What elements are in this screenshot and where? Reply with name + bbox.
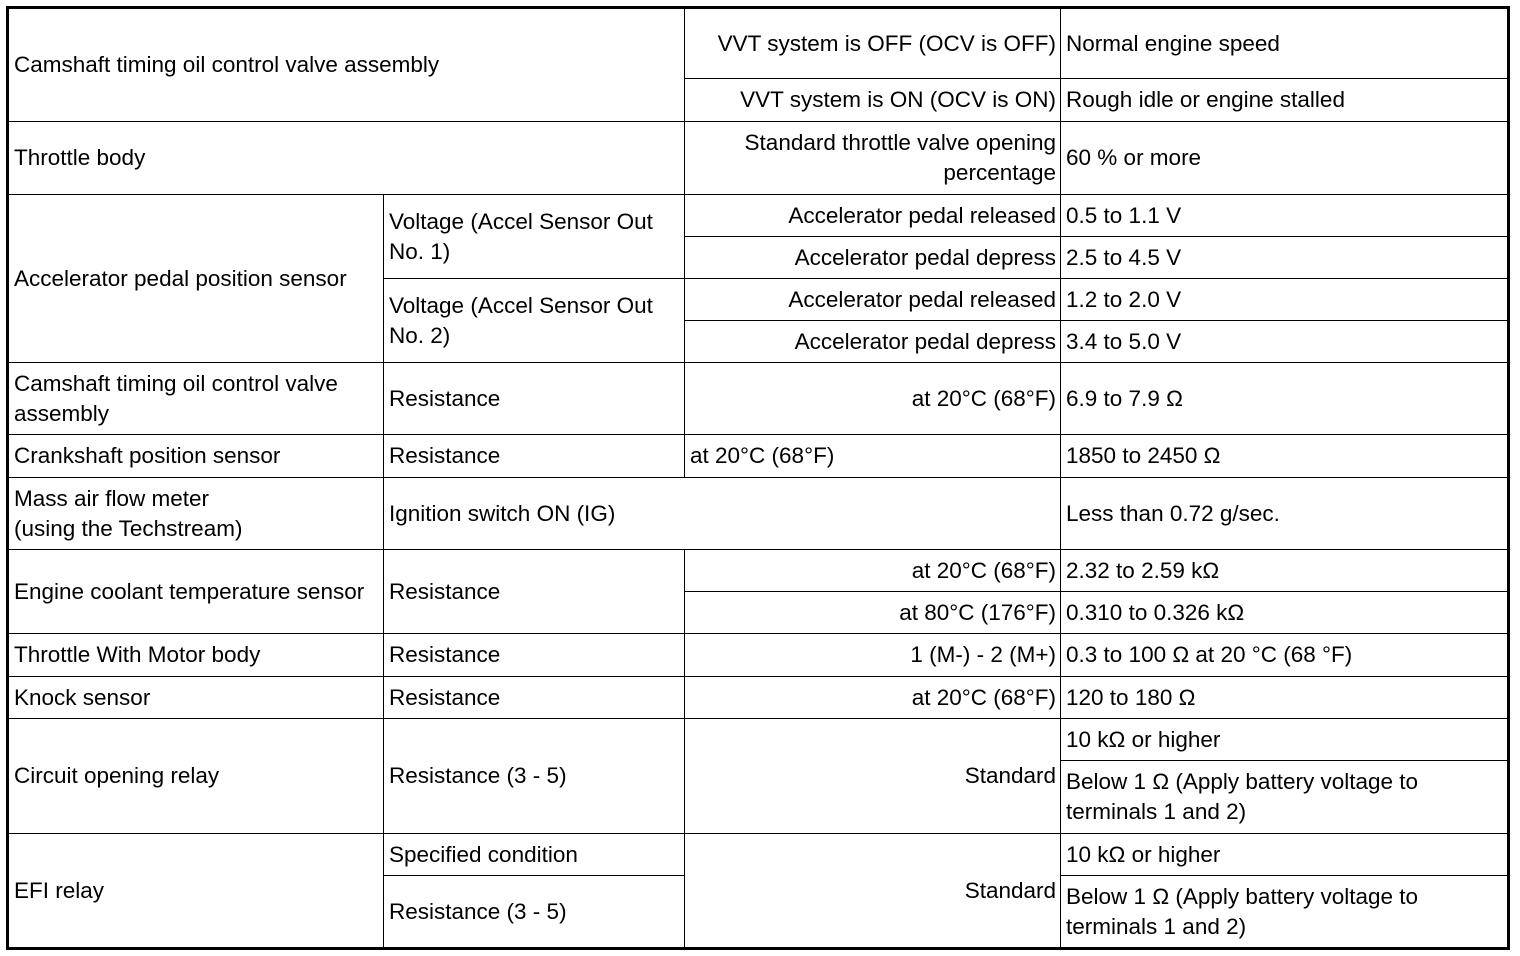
- value-cell: 0.310 to 0.326 kΩ: [1061, 592, 1509, 634]
- value-cell: 10 kΩ or higher: [1061, 834, 1509, 876]
- item-cell: Voltage (Accel Sensor Out No. 1): [384, 195, 685, 279]
- value-cell: 0.5 to 1.1 V: [1061, 195, 1509, 237]
- component-cell: Crankshaft position sensor: [8, 435, 384, 478]
- condition-cell: at 80°C (176°F): [685, 592, 1061, 634]
- condition-cell: VVT system is OFF (OCV is OFF): [685, 8, 1061, 79]
- condition-cell: Accelerator pedal depress: [685, 321, 1061, 363]
- component-cell: Knock sensor: [8, 677, 384, 719]
- table-row: [8, 677, 1509, 719]
- condition-cell: Accelerator pedal released: [685, 195, 1061, 237]
- table-row: [8, 8, 1509, 79]
- component-cell: Engine coolant temperature sensor: [8, 550, 384, 634]
- item-cell: Resistance (3 - 5): [384, 876, 685, 949]
- value-cell: 1850 to 2450 Ω: [1061, 435, 1509, 478]
- table-row: [8, 719, 1509, 761]
- value-cell: 1.2 to 2.0 V: [1061, 279, 1509, 321]
- component-cell: Camshaft timing oil control valve assembly: [8, 363, 384, 435]
- value-cell: 6.9 to 7.9 Ω: [1061, 363, 1509, 435]
- value-cell: Normal engine speed: [1061, 8, 1509, 79]
- condition-cell: Standard: [685, 834, 1061, 949]
- component-cell: Camshaft timing oil control valve assembly: [8, 8, 685, 122]
- value-cell: 120 to 180 Ω: [1061, 677, 1509, 719]
- value-cell: 10 kΩ or higher: [1061, 719, 1509, 761]
- condition-cell: Accelerator pedal released: [685, 279, 1061, 321]
- item-cell: Specified condition: [384, 834, 685, 876]
- table-row: [8, 195, 1509, 237]
- component-cell: EFI relay: [8, 834, 384, 949]
- value-cell: Below 1 Ω (Apply battery voltage to terminals 1 and 2): [1061, 761, 1509, 834]
- value-cell: Rough idle or engine stalled: [1061, 79, 1509, 122]
- table-row: [8, 435, 1509, 478]
- table-row: [8, 834, 1509, 876]
- table-row: [8, 478, 1509, 550]
- component-cell: [8, 478, 384, 550]
- condition-cell: Standard throttle valve opening percentage: [685, 122, 1061, 195]
- item-cell: Resistance: [384, 363, 685, 435]
- component-line: (using the Techstream): [14, 515, 243, 541]
- item-cell: Resistance: [384, 634, 685, 677]
- condition-cell: VVT system is ON (OCV is ON): [685, 79, 1061, 122]
- value-cell: Less than 0.72 g/sec.: [1061, 478, 1509, 550]
- condition-cell: at 20°C (68°F): [685, 677, 1061, 719]
- condition-cell: Accelerator pedal depress: [685, 237, 1061, 279]
- item-cell: Resistance: [384, 550, 685, 634]
- component-cell: Circuit opening relay: [8, 719, 384, 834]
- item-cell: Resistance: [384, 435, 685, 478]
- table-row: [8, 122, 1509, 195]
- value-cell: 0.3 to 100 Ω at 20 °C (68 °F): [1061, 634, 1509, 677]
- value-cell: 3.4 to 5.0 V: [1061, 321, 1509, 363]
- value-cell: 60 % or more: [1061, 122, 1509, 195]
- item-cell: Resistance (3 - 5): [384, 719, 685, 834]
- condition-cell: Ignition switch ON (IG): [384, 478, 1061, 550]
- table-row: [8, 634, 1509, 677]
- value-cell: 2.32 to 2.59 kΩ: [1061, 550, 1509, 592]
- item-cell: Voltage (Accel Sensor Out No. 2): [384, 279, 685, 363]
- value-cell: 2.5 to 4.5 V: [1061, 237, 1509, 279]
- specification-table: [6, 6, 1510, 950]
- component-cell: Throttle body: [8, 122, 685, 195]
- condition-cell: Standard: [685, 719, 1061, 834]
- table-row: [8, 550, 1509, 592]
- condition-cell: at 20°C (68°F): [685, 363, 1061, 435]
- condition-cell: at 20°C (68°F): [685, 550, 1061, 592]
- component-cell: Throttle With Motor body: [8, 634, 384, 677]
- table-row: [8, 363, 1509, 435]
- component-line: Mass air flow meter: [14, 485, 210, 511]
- condition-cell: 1 (M-) - 2 (M+): [685, 634, 1061, 677]
- item-cell: Resistance: [384, 677, 685, 719]
- condition-cell: at 20°C (68°F): [685, 435, 1061, 478]
- component-cell: Accelerator pedal position sensor: [8, 195, 384, 363]
- value-cell: Below 1 Ω (Apply battery voltage to terminals 1 and 2): [1061, 876, 1509, 949]
